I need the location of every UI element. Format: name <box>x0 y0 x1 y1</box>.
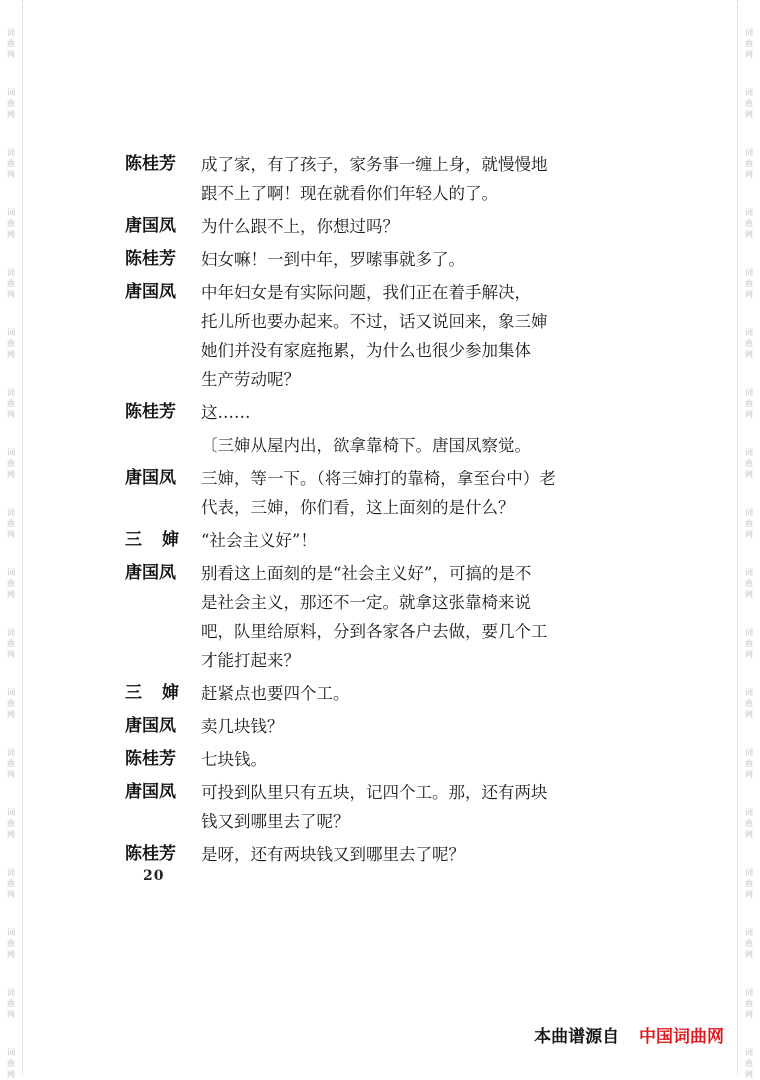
watermark-mark <box>0 360 22 420</box>
watermark-mark <box>738 420 760 480</box>
watermark-char: 网 <box>745 470 753 479</box>
watermark-char: 网 <box>745 410 753 419</box>
watermark-char: 曲 <box>745 999 753 1008</box>
watermark-char: 词 <box>745 628 753 637</box>
watermark-char: 网 <box>745 830 753 839</box>
watermark-mark <box>738 960 760 1020</box>
watermark-char: 曲 <box>745 699 753 708</box>
speech-text: 这…… <box>201 403 251 422</box>
speaker-name: 三婶 <box>125 683 199 703</box>
watermark-char: 网 <box>7 530 15 539</box>
watermark-char: 网 <box>7 350 15 359</box>
watermark-char: 网 <box>745 650 753 659</box>
watermark-char: 网 <box>7 590 15 599</box>
watermark-char: 网 <box>745 110 753 119</box>
watermark-char: 词 <box>7 748 15 757</box>
speaker-name: 三婶 <box>125 530 199 550</box>
watermark-mark <box>738 1020 760 1080</box>
watermark-char: 网 <box>7 950 15 959</box>
watermark-char: 曲 <box>745 279 753 288</box>
watermark-char: 曲 <box>7 639 15 648</box>
watermark-char: 曲 <box>745 339 753 348</box>
watermark-char: 词 <box>7 688 15 697</box>
page-number: 20 <box>143 868 165 884</box>
watermark-char: 词 <box>745 508 753 517</box>
watermark-char: 词 <box>745 28 753 37</box>
watermark-char: 网 <box>7 110 15 119</box>
watermark-mark <box>0 300 22 360</box>
watermark-char: 词 <box>745 148 753 157</box>
watermark-mark <box>738 780 760 840</box>
watermark-char: 网 <box>7 1070 15 1079</box>
watermark-char: 曲 <box>7 999 15 1008</box>
dialogue-line <box>125 712 595 741</box>
watermark-char: 曲 <box>745 1059 753 1068</box>
speech-text: 三婶，等一下。（将三婶打的靠椅，拿至台中）老 代表，三婶，你们看，这上面刻的是什么？ <box>201 469 556 517</box>
speech-text: 七块钱。 <box>201 750 267 769</box>
watermark-char: 曲 <box>7 519 15 528</box>
speaker-name: 唐国凤 <box>125 468 176 488</box>
watermark-char: 词 <box>7 208 15 217</box>
watermark-char: 曲 <box>745 939 753 948</box>
watermark-char: 曲 <box>745 639 753 648</box>
watermark-mark <box>738 840 760 900</box>
speech-text: 是呀，还有两块钱又到哪里去了呢？ <box>201 845 465 864</box>
watermark-char: 网 <box>745 290 753 299</box>
watermark-mark <box>0 1020 22 1080</box>
watermark-char: 网 <box>7 50 15 59</box>
watermark-char: 词 <box>745 388 753 397</box>
watermark-char: 词 <box>745 568 753 577</box>
speaker-name: 陈桂芳 <box>125 402 176 422</box>
watermark-char: 网 <box>745 1070 753 1079</box>
watermark-char: 曲 <box>745 159 753 168</box>
watermark-char: 词 <box>7 148 15 157</box>
dialogue-line <box>125 278 595 394</box>
watermark-char: 曲 <box>7 939 15 948</box>
watermark-char: 曲 <box>7 279 15 288</box>
watermark-char: 词 <box>7 268 15 277</box>
watermark-mark <box>0 480 22 540</box>
watermark-mark <box>0 660 22 720</box>
speaker-name: 唐国凤 <box>125 716 176 736</box>
speaker-name: 陈桂芳 <box>125 749 176 769</box>
watermark-mark <box>738 0 760 60</box>
speaker-name: 唐国凤 <box>125 282 176 302</box>
dialogue-line <box>125 778 595 836</box>
speaker-name: 唐国凤 <box>125 782 176 802</box>
watermark-char: 词 <box>7 1048 15 1057</box>
source-credit <box>534 1022 724 1047</box>
watermark-mark <box>0 0 22 60</box>
speech-text: “社会主义好”！ <box>201 531 317 550</box>
dialogue-line <box>125 679 595 708</box>
watermark-char: 网 <box>7 770 15 779</box>
speech-text: 中年妇女是有实际问题，我们正在着手解决， 托儿所也要办起来。不过，话又说回来，象三婶 她们并没有家庭拖累，为什么也很少参加集体 生产劳动呢？ <box>201 283 548 389</box>
watermark-char: 网 <box>745 350 753 359</box>
watermark-char: 曲 <box>745 219 753 228</box>
watermark-mark <box>0 240 22 300</box>
right-watermark-strip <box>737 0 760 1079</box>
watermark-char: 曲 <box>7 399 15 408</box>
watermark-char: 词 <box>745 808 753 817</box>
script-body <box>125 150 595 873</box>
watermark-char: 曲 <box>7 459 15 468</box>
stage-direction <box>125 431 595 460</box>
watermark-char: 曲 <box>745 39 753 48</box>
speech-text: 赶紧点也要四个工。 <box>201 684 350 703</box>
watermark-char: 曲 <box>7 99 15 108</box>
watermark-char: 曲 <box>7 699 15 708</box>
dialogue-line <box>125 212 595 241</box>
speech-text: 妇女嘛！一到中年，罗嗦事就多了。 <box>201 250 465 269</box>
watermark-mark <box>738 900 760 960</box>
watermark-mark <box>0 900 22 960</box>
watermark-char: 曲 <box>7 39 15 48</box>
watermark-char: 词 <box>7 328 15 337</box>
watermark-char: 词 <box>745 268 753 277</box>
watermark-char: 网 <box>745 950 753 959</box>
speaker-name: 唐国凤 <box>125 563 176 583</box>
watermark-char: 曲 <box>745 399 753 408</box>
watermark-char: 词 <box>745 748 753 757</box>
speech-text: 为什么跟不上，你想过吗？ <box>201 217 399 236</box>
watermark-mark <box>738 240 760 300</box>
watermark-char: 词 <box>7 988 15 997</box>
watermark-char: 词 <box>7 448 15 457</box>
watermark-char: 曲 <box>7 579 15 588</box>
watermark-char: 网 <box>745 1010 753 1019</box>
watermark-char: 词 <box>7 868 15 877</box>
watermark-char: 词 <box>745 88 753 97</box>
watermark-char: 网 <box>7 650 15 659</box>
watermark-char: 词 <box>7 88 15 97</box>
watermark-char: 网 <box>745 590 753 599</box>
watermark-char: 网 <box>7 890 15 899</box>
watermark-char: 网 <box>745 530 753 539</box>
watermark-char: 网 <box>7 830 15 839</box>
watermark-mark <box>0 420 22 480</box>
dialogue-line <box>125 840 595 869</box>
watermark-char: 词 <box>745 868 753 877</box>
watermark-char: 词 <box>745 328 753 337</box>
dialogue-line <box>125 245 595 274</box>
watermark-mark <box>0 960 22 1020</box>
watermark-char: 曲 <box>7 339 15 348</box>
watermark-char: 曲 <box>745 519 753 528</box>
watermark-char: 词 <box>7 568 15 577</box>
watermark-char: 词 <box>7 388 15 397</box>
speech-text: 卖几块钱？ <box>201 717 284 736</box>
watermark-mark <box>738 360 760 420</box>
watermark-mark <box>0 180 22 240</box>
watermark-mark <box>738 540 760 600</box>
watermark-mark <box>738 180 760 240</box>
watermark-char: 网 <box>7 170 15 179</box>
speech-text: 别看这上面刻的是“社会主义好”，可搞的是不 是社会主义，那还不一定。就拿这张靠椅来说 吧，队里给原料，分到各家各户去做，要几个工 才能打起来？ <box>201 564 548 670</box>
watermark-char: 网 <box>745 170 753 179</box>
watermark-char: 词 <box>745 988 753 997</box>
watermark-mark <box>0 600 22 660</box>
source-site-name: 中国词曲网 <box>639 1027 724 1047</box>
watermark-char: 曲 <box>745 459 753 468</box>
dialogue-line <box>125 464 595 522</box>
watermark-mark <box>738 300 760 360</box>
watermark-char: 词 <box>7 28 15 37</box>
watermark-char: 曲 <box>7 819 15 828</box>
watermark-char: 曲 <box>7 219 15 228</box>
watermark-char: 词 <box>745 1048 753 1057</box>
watermark-char: 网 <box>7 410 15 419</box>
watermark-char: 网 <box>7 710 15 719</box>
speaker-name: 唐国凤 <box>125 216 176 236</box>
watermark-mark <box>0 720 22 780</box>
watermark-char: 曲 <box>7 1059 15 1068</box>
watermark-mark <box>0 540 22 600</box>
watermark-char: 曲 <box>745 759 753 768</box>
stage-direction-text: 〔三婶从屋内出，欲拿靠椅下。唐国凤察觉。 <box>201 436 531 455</box>
watermark-char: 曲 <box>745 99 753 108</box>
speaker-name: 陈桂芳 <box>125 249 176 269</box>
watermark-char: 词 <box>7 508 15 517</box>
watermark-char: 网 <box>745 50 753 59</box>
watermark-mark <box>738 660 760 720</box>
watermark-mark <box>738 720 760 780</box>
watermark-char: 网 <box>7 1010 15 1019</box>
watermark-char: 词 <box>7 928 15 937</box>
dialogue-line <box>125 559 595 675</box>
watermark-char: 曲 <box>745 579 753 588</box>
watermark-char: 词 <box>7 808 15 817</box>
speaker-name: 陈桂芳 <box>125 154 176 174</box>
watermark-mark <box>0 60 22 120</box>
watermark-char: 网 <box>7 470 15 479</box>
dialogue-line <box>125 150 595 208</box>
speech-text: 成了家，有了孩子，家务事一缠上身，就慢慢地 跟不上了啊！现在就看你们年轻人的了。 <box>201 155 548 203</box>
watermark-char: 网 <box>7 290 15 299</box>
watermark-char: 词 <box>7 628 15 637</box>
dialogue-line <box>125 398 595 427</box>
dialogue-line <box>125 526 595 555</box>
watermark-mark <box>0 780 22 840</box>
speaker-name: 陈桂芳 <box>125 844 176 864</box>
dialogue-line <box>125 745 595 774</box>
watermark-char: 网 <box>745 710 753 719</box>
watermark-char: 曲 <box>745 819 753 828</box>
watermark-char: 词 <box>745 448 753 457</box>
watermark-mark <box>738 480 760 540</box>
watermark-char: 词 <box>745 928 753 937</box>
source-prefix: 本曲谱源自 <box>534 1027 620 1047</box>
watermark-mark <box>738 120 760 180</box>
speech-text: 可投到队里只有五块，记四个工。那，还有两块 钱又到哪里去了呢？ <box>201 783 548 831</box>
watermark-char: 曲 <box>7 759 15 768</box>
watermark-char: 曲 <box>745 879 753 888</box>
left-watermark-strip <box>0 0 23 1079</box>
watermark-mark <box>0 120 22 180</box>
watermark-char: 网 <box>745 230 753 239</box>
watermark-mark <box>738 600 760 660</box>
watermark-char: 词 <box>745 208 753 217</box>
watermark-mark <box>0 840 22 900</box>
watermark-mark <box>738 60 760 120</box>
watermark-char: 网 <box>745 770 753 779</box>
watermark-char: 网 <box>7 230 15 239</box>
watermark-char: 曲 <box>7 879 15 888</box>
watermark-char: 网 <box>745 890 753 899</box>
watermark-char: 词 <box>745 688 753 697</box>
watermark-char: 曲 <box>7 159 15 168</box>
